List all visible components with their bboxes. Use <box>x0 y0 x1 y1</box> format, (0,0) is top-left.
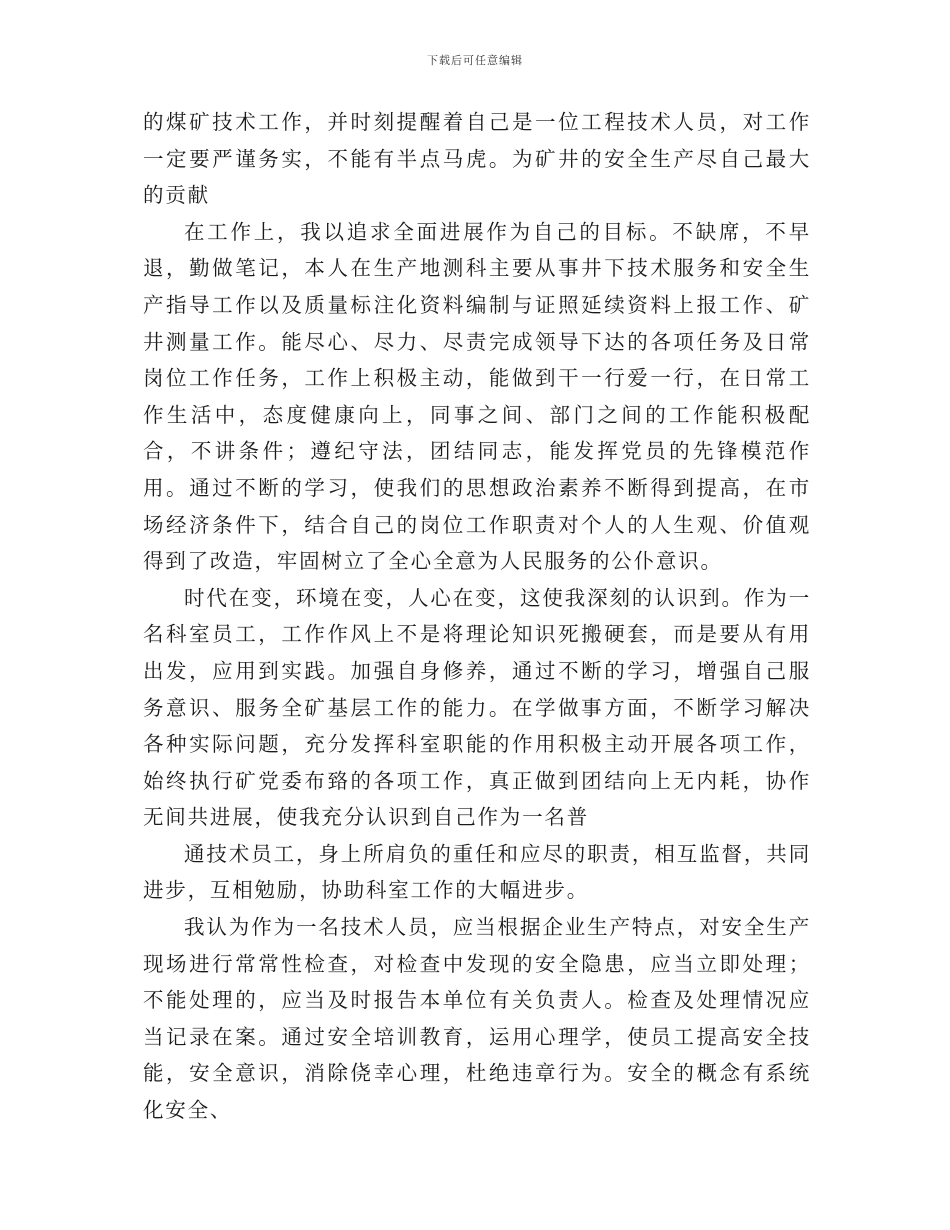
paragraph-continuation: 的煤矿技术工作，并时刻提醒着自己是一位工程技术人员，对工作一定要严谨务实，不能有半点马虎。为矿井的安全生产尽自己最大的贡献 <box>143 110 811 208</box>
document-body <box>143 104 811 1129</box>
paragraph-responsibility: 通技术员工，身上所肩负的重任和应尽的职责，相互监督，共同进步，互相勉励，协助科室工作的大幅进步。 <box>143 841 811 903</box>
paragraph-safety: 我认为作为一名技术人员，应当根据企业生产特点，对安全生产现场进行常常性检查，对检查中发现的安全隐患，应当立即处理；不能处理的，应当及时报告本单位有关负责人。检查及处理情况应当记录在案。通过安全培训教育，运用心理学，使员工提高安全技能，安全意识，消除侥幸心理，杜绝违章行为。安全的概念有系统化安全、 <box>143 915 811 1123</box>
paragraph-work-attitude: 在工作上，我以追求全面进展作为自己的目标。不缺席，不早退，勤做笔记，本人在生产地测科主要从事井下技术服务和安全生产指导工作以及质量标注化资料编制与证照延续资料上报工作、矿井测量工作。能尽心、尽力、尽责完成领导下达的各项任务及日常岗位工作任务，工作上积极主动，能做到干一行爱一行，在日常工作生活中，态度健康向上，同事之间、部门之间的工作能积极配合，不讲条件；遵纪守法，团结同志，能发挥党员的先锋模范作用。通过不断的学习，使我们的思想政治素养不断得到提高，在市场经济条件下，结合自己的岗位工作职责对个人的人生观、价值观得到了改造，牢固树立了全心全意为人民服务的公仆意识。 <box>143 219 811 574</box>
paragraph-changing-times: 时代在变，环境在变，人心在变，这使我深刻的认识到。作为一名科室员工，工作作风上不是将理论知识死搬硬套，而是要从有用出发，应用到实践。加强自身修养，通过不断的学习，增强自己服务意识、服务全矿基层工作的能力。在学做事方面，不断学习解决各种实际问题，充分发挥科室职能的作用积极主动开展各项工作，始终执行矿党委布臵的各项工作，真正做到团结向上无内耗，协作无间共进展，使我充分认识到自己作为一名普 <box>143 585 811 830</box>
page-header-note: 下载后可任意编辑 <box>427 54 523 67</box>
